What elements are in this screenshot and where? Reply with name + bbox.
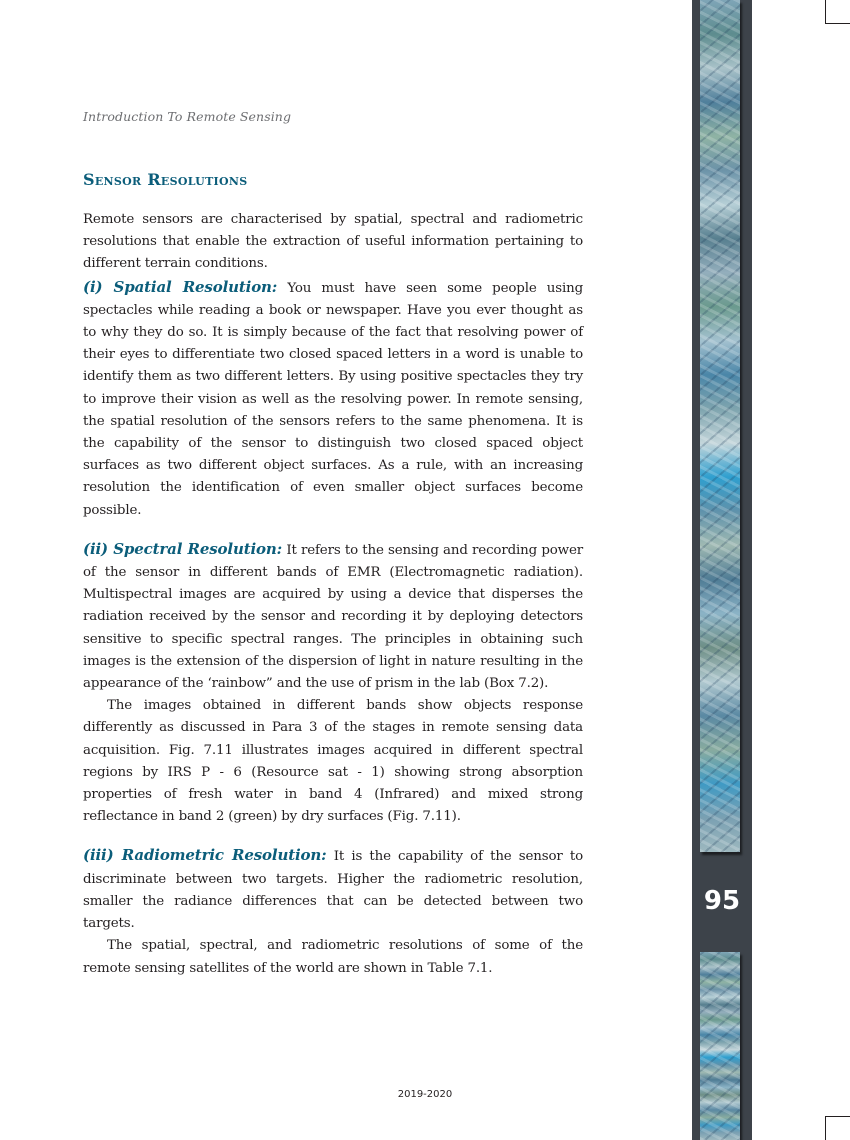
spectral-resolution-paragraph [83,538,583,695]
spectral-resolution-term: (ii) Spectral Resolution: [83,539,283,558]
spatial-resolution-term: (i) Spatial Resolution: [83,277,278,296]
section-title: Sensor Resolutions [83,170,248,189]
satellite-image-strip-bottom [700,952,740,1140]
satellite-image-strip-top [700,0,740,852]
page-number: 95 [703,886,741,916]
radiometric-resolution-paragraph-2: The spatial, spectral, and radiometric resolutions of some of the remote sensing satellites of the world are shown in Table 7.1. [83,938,583,976]
radiometric-resolution-paragraph [83,844,583,935]
crop-mark-bottom [825,1116,850,1140]
spectral-resolution-text: It refers to the sensing and recording power of the sensor in different bands of EMR (Electromagnetic radiation). Multispectral images are acquired by using a device that disperses the radiation received by the sensor and recording it by deploying detectors sensitive to specific spectral ranges. The principles in obtaining such images is the extension of the dispersion of light in nature resulting in the appearance of the ‘rainbow” and the use of prism in the lab (Box 7.2). [83,542,583,692]
radiometric-resolution-text: It is the capability of the sensor to discriminate between two targets. Higher the radiometric resolution, smaller the radiance differences that can be detected between two targets. [83,849,583,932]
spatial-resolution-paragraph [83,276,583,522]
intro-paragraph: Remote sensors are characterised by spatial, spectral and radiometric resolutions that enable the extraction of useful information pertaining to different terrain conditions. [83,212,583,272]
running-head: Introduction To Remote Sensing [83,109,292,124]
footer-year: 2019-2020 [397,1089,453,1100]
spatial-resolution-text: You must have seen some people using spectacles while reading a book or newspaper. Have you ever thought as to why they do so. It is simply because of the fact that resolving power of their eyes to differentiate two closed spaced letters in a word is unable to identify them as two different letters. By using positive spectacles they try to improve their vision as well as the resolving power. In remote sensing, the spatial resolution of the sensors refers to the same phenomena. It is the capability of the sensor to distinguish two closed spaced object surfaces as two different object surfaces. As a rule, with an increasing resolution the identification of even smaller object surfaces become possible. [83,280,583,518]
crop-mark-top [825,0,850,24]
spectral-resolution-paragraph-2: The images obtained in different bands show objects response differently as discussed in Para 3 of the stages in remote sensing data acquisition. Fig. 7.11 illustrates images acquired in different spectral regions by IRS P - 6 (Resource sat - 1) showing strong absorption properties of fresh water in band 4 (Infrared) and mixed strong reflectance in band 2 (green) by dry surfaces (Fig. 7.11). [83,698,583,825]
radiometric-resolution-term: (iii) Radiometric Resolution: [83,846,327,865]
body-text [83,209,583,980]
